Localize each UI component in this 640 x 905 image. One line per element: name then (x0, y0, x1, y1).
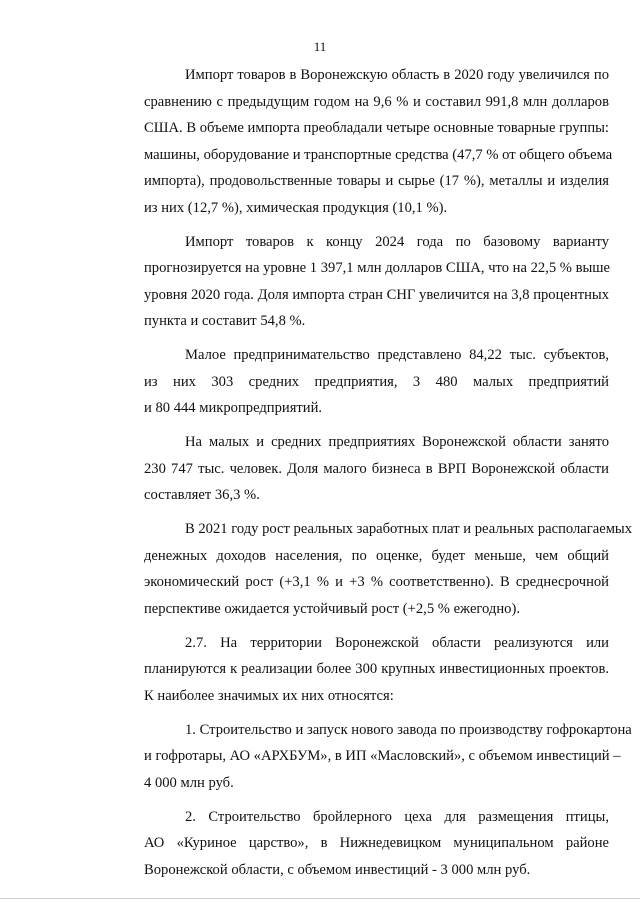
text-line: из них 303 средних предприятия, 3 480 малых предприятий (144, 373, 609, 390)
text-line: планируются к реализации более 300 крупных инвестиционных проектов. (144, 661, 609, 677)
text-line: машины, оборудование и транспортные средства (47,7 % от общего объема (144, 146, 613, 163)
text-line: прогнозируется на уровне 1 397,1 млн долларов США, что на 22,5 % выше (144, 260, 611, 276)
text-line: денежных доходов населения, по оценке, будет меньше, чем общий (144, 547, 609, 564)
text-line: перспективе ожидается устойчивый рост (+2,5 % ежегодно). (144, 600, 520, 617)
text-line: Малое предпринимательство представлено 84,22 тыс. субъектов, (185, 347, 609, 363)
paragraph-import-forecast (103, 229, 609, 335)
text-line: составляет 36,3 %. (144, 487, 260, 503)
document-body (103, 62, 633, 891)
paragraph-wages (103, 516, 633, 622)
text-line: Импорт товаров к концу 2024 года по базовому варианту (185, 233, 609, 250)
text-line: 2.7. На территории Воронежской области реализуются или (185, 634, 609, 651)
text-line: 2. Строительство бройлерного цеха для размещения птицы, (185, 808, 609, 825)
text-line: На малых и средних предприятиях Воронежской области занято (185, 434, 609, 450)
paragraph-investment-projects (103, 630, 609, 710)
text-line: уровня 2020 года. Доля импорта стран СНГ увеличится на 3,8 процентных (144, 286, 609, 303)
page-bottom-edge (0, 898, 640, 899)
paragraph-project-1 (103, 717, 632, 797)
text-line: 230 747 тыс. человек. Доля малого бизнеса в ВРП Воронежской области (144, 460, 609, 477)
paragraph-employment (103, 429, 609, 509)
paragraph-import-2020 (103, 62, 613, 221)
text-line: 1. Строительство и запуск нового завода по производству гофрокартона (185, 721, 632, 738)
page-number: 11 (313, 39, 327, 54)
text-line: экономический рост (+3,1 % и +3 % соответственно). В среднесрочной (144, 574, 609, 590)
text-line: и 80 444 микропредприятий. (144, 400, 323, 416)
text-line: Воронежской области, с объемом инвестиций - 3 000 млн руб. (144, 861, 531, 878)
text-line: К наиболее значимых их них относятся: (144, 687, 394, 704)
text-line: импорта), продовольственные товары и сырье (17 %), металлы и изделия (144, 173, 609, 189)
text-line: АО «Куриное царство», в Нижнедевицком муниципальном районе (144, 835, 609, 851)
text-line: В 2021 году рост реальных заработных плат и реальных располагаемых (185, 521, 633, 537)
text-line: 4 000 млн руб. (144, 774, 234, 791)
text-line: пункта и составит 54,8 %. (144, 313, 306, 329)
text-line: из них (12,7 %), химическая продукция (10,1 %). (144, 199, 448, 216)
paragraph-small-business (103, 342, 609, 422)
paragraph-project-2 (103, 804, 609, 884)
text-line: США. В объеме импорта преобладали четыре основные товарные группы: (144, 120, 609, 136)
text-line: Импорт товаров в Воронежскую область в 2020 году увеличился по (185, 67, 609, 83)
text-line: сравнению с предыдущим годом на 9,6 % и составил 991,8 млн долларов (144, 93, 609, 110)
text-line: и гофротары, АО «АРХБУМ», в ИП «Масловский», с объемом инвестиций – (144, 748, 621, 764)
